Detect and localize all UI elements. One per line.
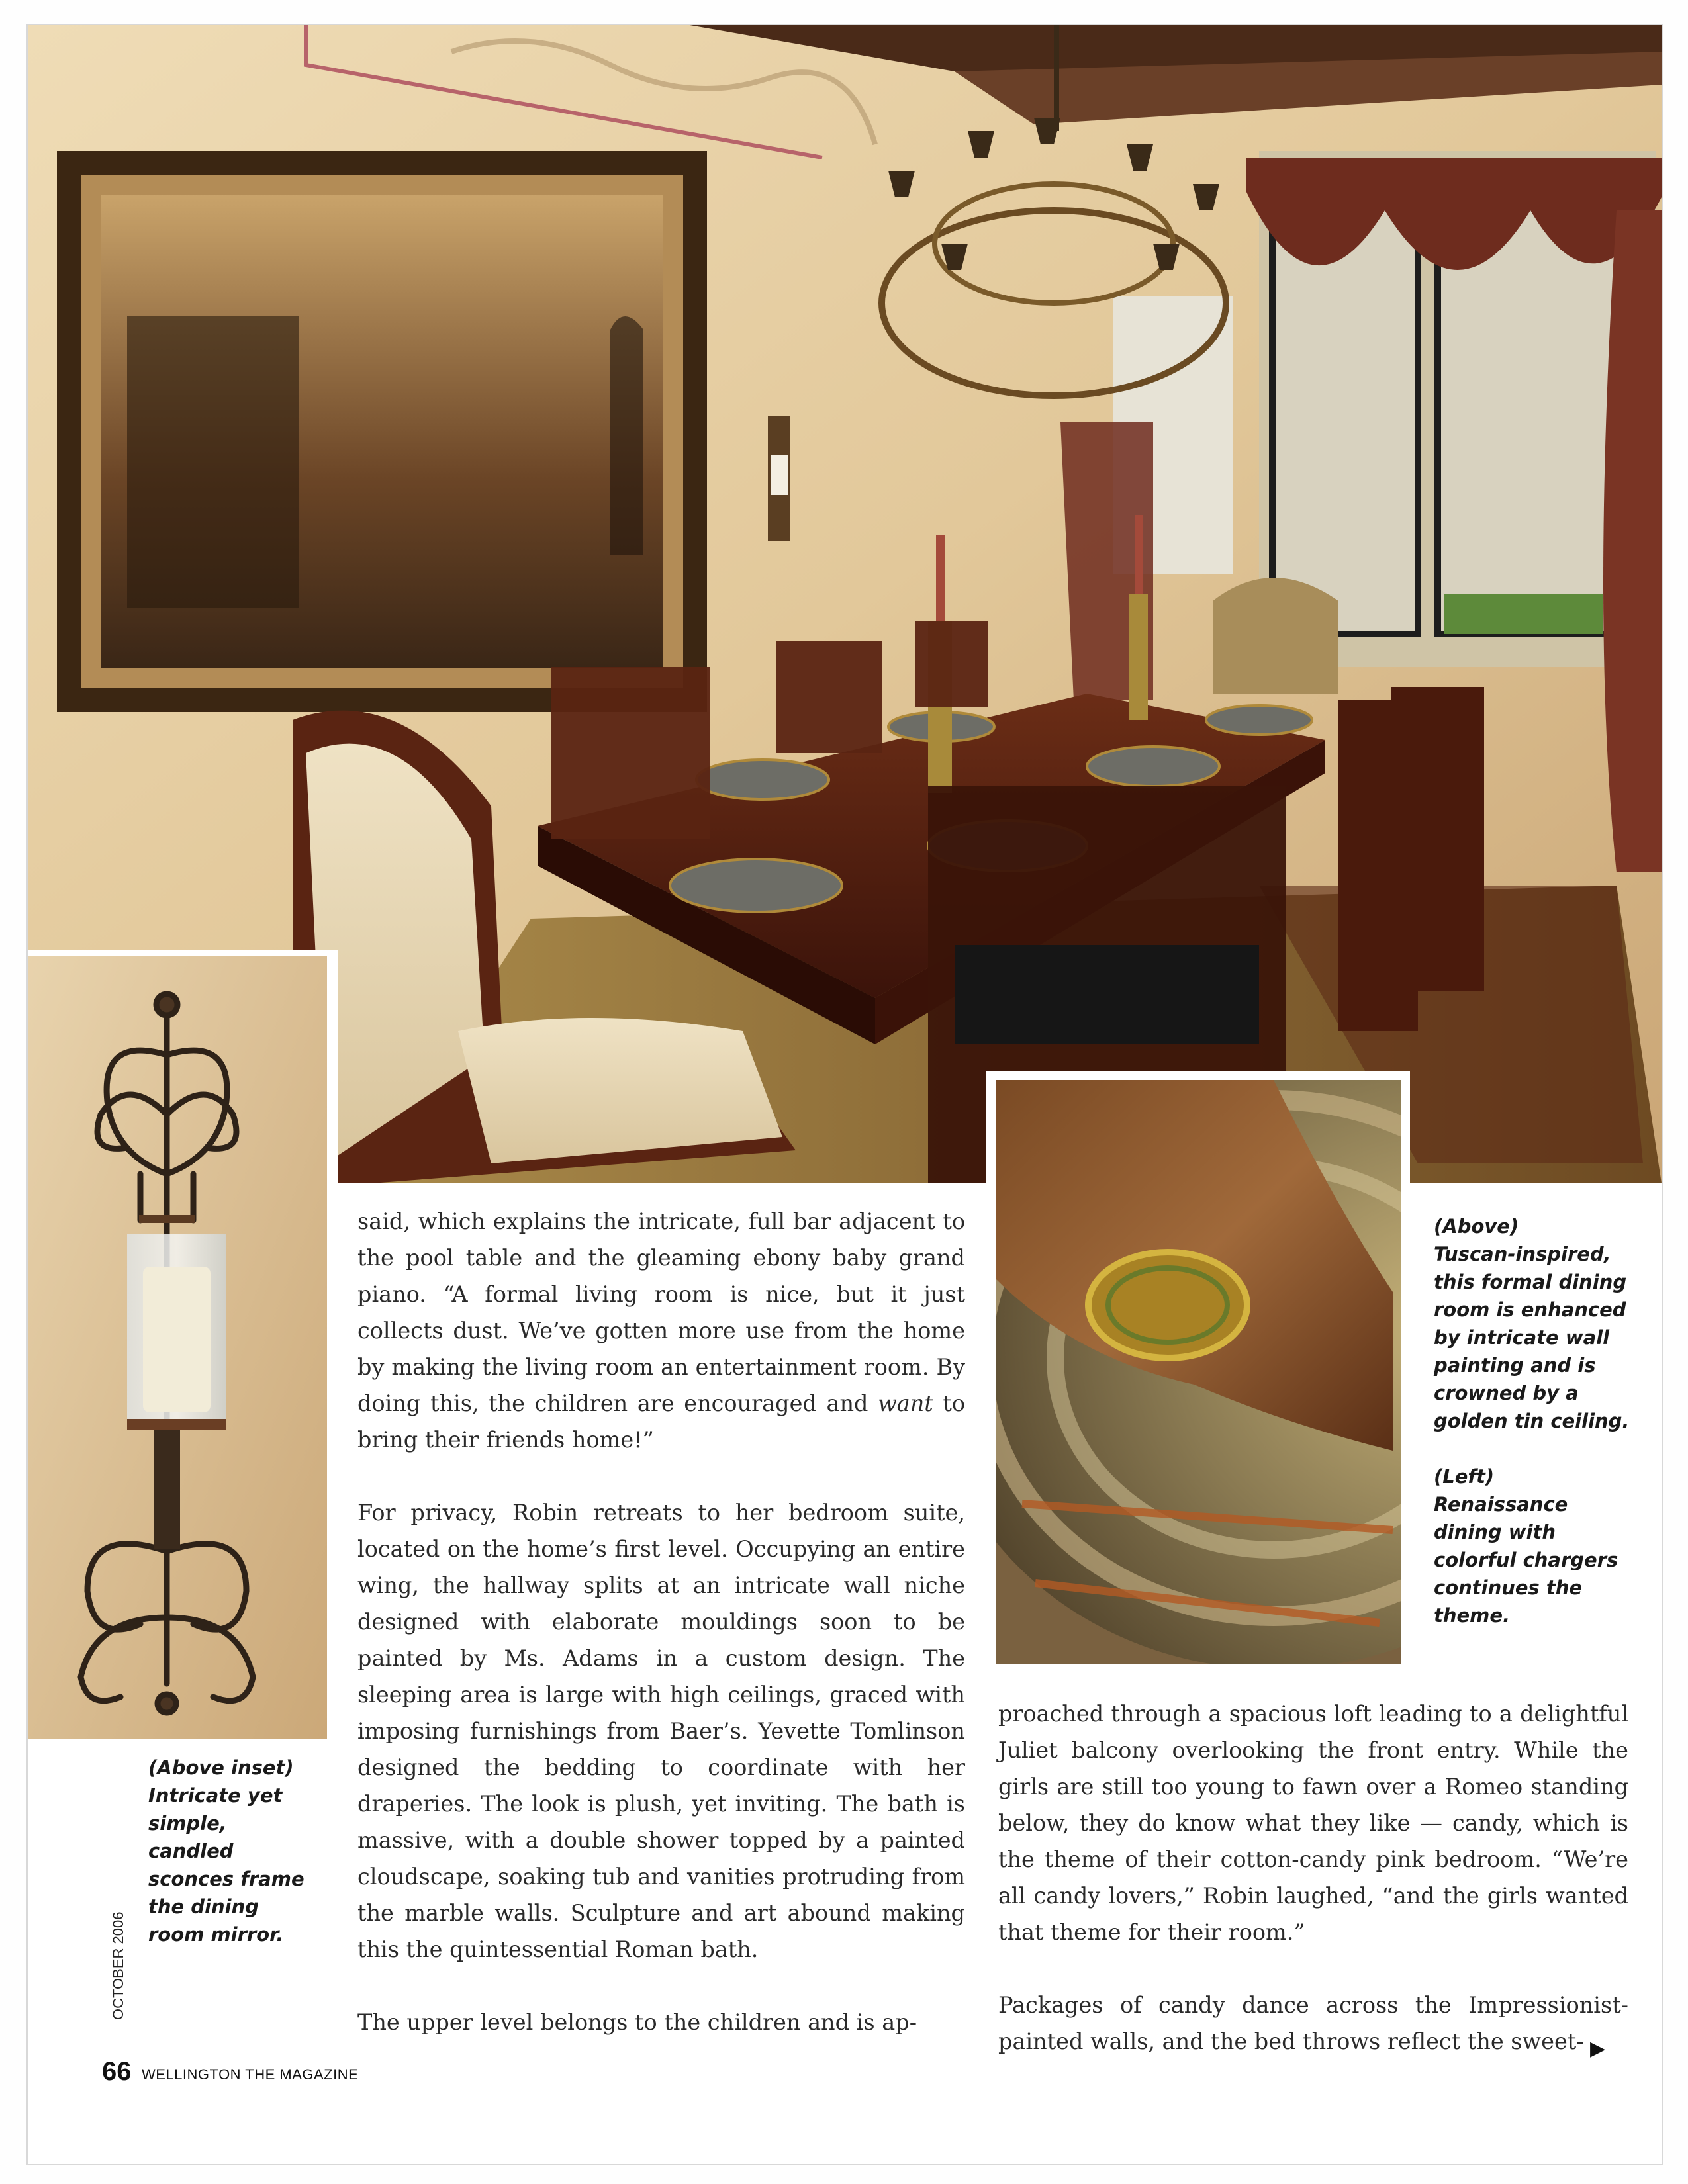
body-paragraph: said, which explains the intricate, full bar adjacent to the pool table and the gleaming ebony baby grand piano. “A formal living room is nice, but it just collects dust. We’ve gotten more use from the home by making the living room an entertainment room. By doing this, the children are encouraged and want to bring their friends home!” (357, 1208, 966, 1453)
caption-left-text: Renaissance dining with colorful chargers continues the theme. (1434, 1493, 1618, 1627)
magazine-page (26, 24, 1663, 2165)
body-paragraph: proached through a spacious loft leading to a delightful Juliet balcony overlooking the front entry. While the girls are still too young to fawn over a Romeo standing below, they do know what they like — candy, which is the theme of their cotton-candy pink bedroom. “We’re all candy lovers,” Robin laughed, “and the girls wanted that theme for their room.” (998, 1701, 1628, 1945)
caption-inset-text: Intricate yet simple, candled sconces frame the dining room mirror. (148, 1784, 305, 1946)
magazine-name: WELLINGTON THE MAGAZINE (142, 2066, 359, 2083)
body-column-2 (998, 1696, 1628, 2060)
caption-inset-heading: (Above inset) (148, 1756, 294, 1779)
caption-above-inset (148, 1754, 314, 1948)
continue-arrow-icon: ▶ (1590, 2037, 1606, 2060)
page-number: 66 (102, 2057, 132, 2086)
caption-left-heading: (Left) (1434, 1465, 1495, 1488)
body-paragraph: Packages of candy dance across the Impressionist-painted walls, and the bed throws reflect the sweet- (998, 1992, 1628, 2054)
sconce-inset-photo (28, 950, 338, 1745)
caption-above (1434, 1212, 1632, 1629)
caption-above-heading: (Above) (1434, 1215, 1519, 1238)
caption-above-text: Tuscan-inspired, this formal dining room is enhanced by intricate wall painting and is crowned by a golden tin ceiling. (1434, 1243, 1630, 1432)
body-paragraph: For privacy, Robin retreats to her bedroom suite, located on the home’s first level. Occupying an entire wing, the hallway splits at an intricate wall niche designed with elaborate mouldings soon to be painted by Ms. Adams in a custom design. The sleeping area is large with high ceilings, graced with imposing furnishings from Baer’s. Yevette Tomlinson designed the bedding to coordinate with her draperies. The look is plush, yet inviting. The bath is massive, with a double shower topped by a painted cloudscape, soaking tub and vanities protruding from the marble walls. Sculpture and art abound making this the quintessential Roman bath. (357, 1500, 965, 1962)
body-paragraph: The upper level belongs to the children and is ap- (357, 2009, 917, 2035)
body-column-1 (357, 1203, 965, 2040)
issue-date: OCTOBER 2006 (110, 1911, 126, 2020)
charger-inset-photo (986, 1071, 1410, 1673)
